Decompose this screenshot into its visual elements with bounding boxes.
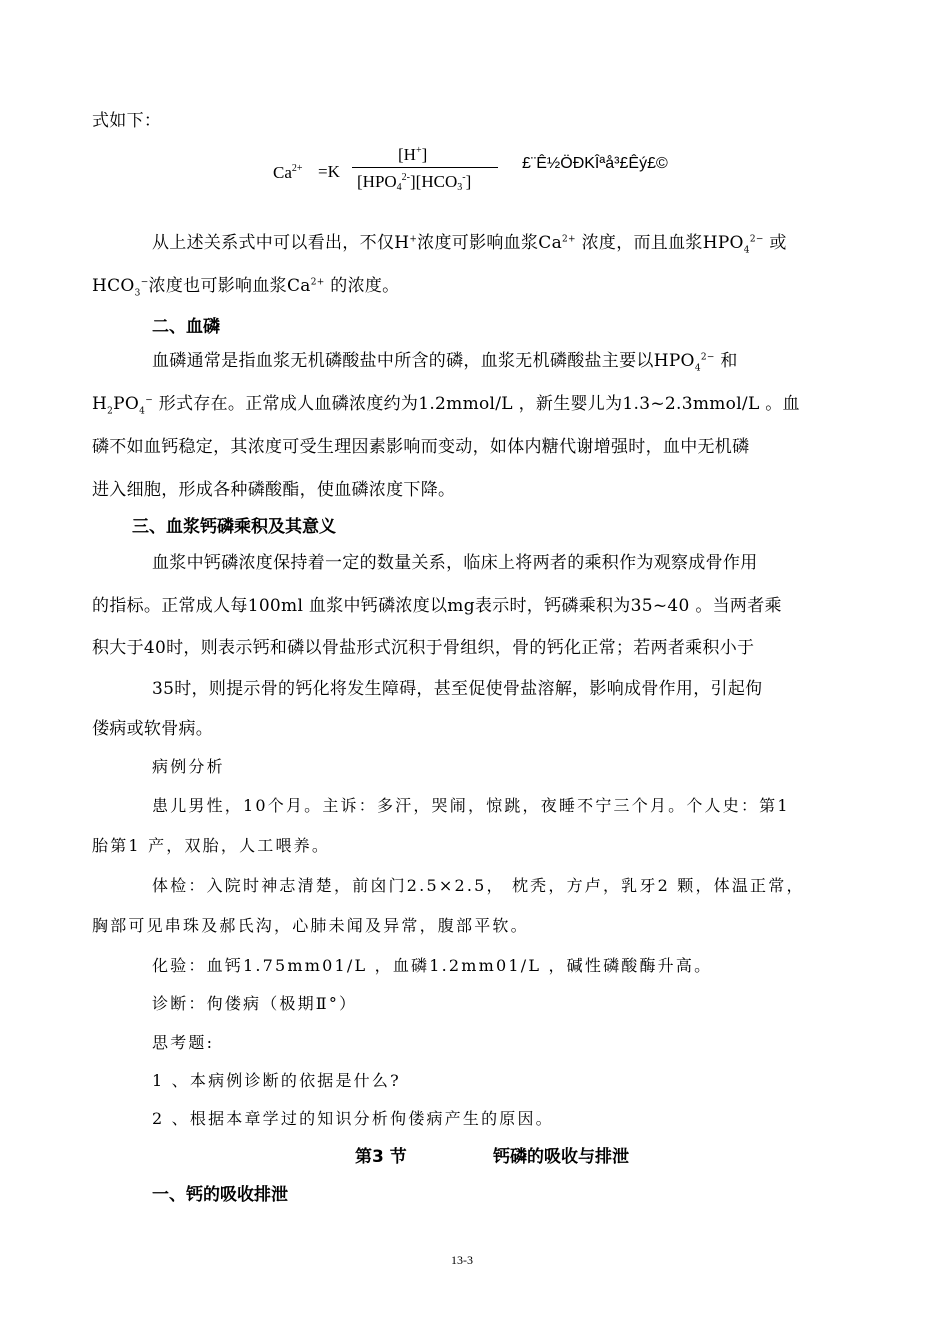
- formula-den-part2: ][HCO: [410, 172, 458, 191]
- heading-ca-p-product: 三、血浆钙磷乘积及其意义: [132, 517, 336, 537]
- formula-den-sub1: 4: [396, 182, 402, 193]
- heading-ca-absorption: 一、钙的吸收排泄: [152, 1185, 288, 1205]
- para1-line2: [92, 271, 399, 298]
- heading-blood-phosphorus: 二、血磷: [152, 317, 220, 337]
- case-line5: 化验：血钙1.75mm01/L ，血磷1.2mm01/L ，碱性磷酸酶升高。: [152, 956, 713, 975]
- fraction-bar: [352, 167, 498, 168]
- section-number: 第3 节: [355, 1147, 407, 1167]
- para1-l1-sup2: 2+: [562, 234, 576, 245]
- para1-l1-d: 或: [763, 233, 787, 253]
- formula-lhs: [273, 163, 303, 183]
- para2-l1-sup: 2−: [700, 352, 715, 363]
- para2-line4: 进入细胞，形成各种磷酸酯，使血磷浓度下降。: [92, 480, 456, 500]
- para1-l2-c: 的浓度。: [324, 276, 400, 296]
- para2-line3: 磷不如血钙稳定，其浓度可受生理因素影响而变动，如体内糖代谢增强时，血中无机磷: [92, 437, 750, 457]
- formula-lhs-base: Ca: [273, 163, 292, 182]
- formula-den-sup1: 2-: [401, 172, 411, 183]
- case-line6: 诊断：佝偻病（极期Ⅱ°）: [152, 994, 358, 1013]
- para2-l2-sub2: 4: [139, 406, 146, 417]
- para2-l2-sub1: 2: [107, 406, 114, 417]
- formula-den-part1: [HPO: [357, 172, 397, 191]
- formula-den-sup2: -: [462, 172, 466, 183]
- formula-numerator: [398, 145, 427, 165]
- para1-l1-b: 浓度可影响血浆Ca: [417, 233, 563, 253]
- para1-l2-a: HCO: [92, 276, 135, 296]
- formula-numerator-close: ]: [421, 145, 428, 164]
- para2-l1-a: 血磷通常是指血浆无机磷酸盐中所含的磷，血浆无机磷酸盐主要以HPO: [152, 351, 695, 371]
- para1-l1-sub: 4: [743, 245, 750, 256]
- formula-numerator-open: [H: [398, 145, 416, 164]
- case-title: 病例分析: [152, 757, 225, 776]
- formula-garbled-note: £¨Ê½ÖÐKÎªå³£Êý£©: [522, 155, 668, 172]
- formula-lhs-sup: 2+: [291, 163, 303, 174]
- formula-den-part3: ]: [465, 172, 472, 191]
- para1-l2-sup1: −: [140, 277, 149, 288]
- para2-line1: [152, 346, 738, 373]
- para1-l1-a: 从上述关系式中可以看出，不仅H: [152, 233, 410, 253]
- case-line8: 1 、本病例诊断的依据是什么?: [152, 1071, 401, 1090]
- case-line9: 2 、根据本章学过的知识分析佝偻病产生的原因。: [152, 1109, 554, 1128]
- formula-numerator-sup: +: [415, 145, 422, 156]
- case-line3: 体检：入院时神志清楚，前囟门2.5×2.5， 枕秃，方卢，乳牙2 颗，体温正常，: [152, 876, 805, 895]
- para1-l1-sup1: +: [409, 234, 418, 245]
- case-line2: 胎第1 产，双胎，人工喂养。: [92, 836, 331, 855]
- para2-line2: [92, 389, 800, 416]
- intro-text: 式如下：: [92, 111, 162, 131]
- para1-l1-c: 浓度，而且血浆HPO: [575, 233, 744, 253]
- formula-denominator: [357, 172, 471, 193]
- para3-line4: 35时，则提示骨的钙化将发生障碍，甚至促使骨盐溶解，影响成骨作用，引起佝: [152, 679, 763, 699]
- para2-l1-sub: 4: [694, 363, 701, 374]
- para1-l2-sup2: 2+: [310, 277, 325, 288]
- para1-l2-b: 浓度也可影响血浆Ca: [148, 276, 311, 296]
- para1-l1-sup3: 2−: [749, 234, 764, 245]
- case-line4: 胸部可见串珠及郝氏沟，心肺未闻及异常，腹部平软。: [92, 916, 529, 935]
- para3-line1: 血浆中钙磷浓度保持着一定的数量关系，临床上将两者的乘积作为观察成骨作用: [152, 553, 758, 573]
- para1-l2-sub: 3: [134, 288, 141, 299]
- formula-eq: =K: [318, 162, 340, 181]
- section-title: 钙磷的吸收与排泄: [493, 1147, 629, 1167]
- para2-l2-sup: −: [145, 395, 154, 406]
- para2-l2-a: H: [92, 394, 108, 414]
- para3-line3: 积大于40时，则表示钙和磷以骨盐形式沉积于骨组织，骨的钙化正常；若两者乘积小于: [92, 638, 755, 658]
- para3-line5: 偻病或软骨病。: [92, 719, 214, 739]
- case-line7: 思考题:: [152, 1033, 215, 1052]
- formula-den-sub2: 3: [457, 182, 463, 193]
- page-number: 13-3: [451, 1253, 473, 1267]
- case-line1: 患儿男性，10个月。主诉：多汗，哭闹，惊跳，夜睡不宁三个月。个人史：第1: [152, 796, 790, 815]
- para2-l2-b: PO: [113, 394, 140, 414]
- para2-l2-c: 形式存在。正常成人血磷浓度约为1.2mmol/L ，新生婴儿为1.3~2.3mmol/L 。血: [153, 394, 800, 414]
- para3-line2: 的指标。正常成人每100ml 血浆中钙磷浓度以mg表示时，钙磷乘积为35~40 。当两者乘: [92, 596, 782, 616]
- para2-l1-b: 和: [714, 351, 738, 371]
- para1-line1: [152, 228, 787, 255]
